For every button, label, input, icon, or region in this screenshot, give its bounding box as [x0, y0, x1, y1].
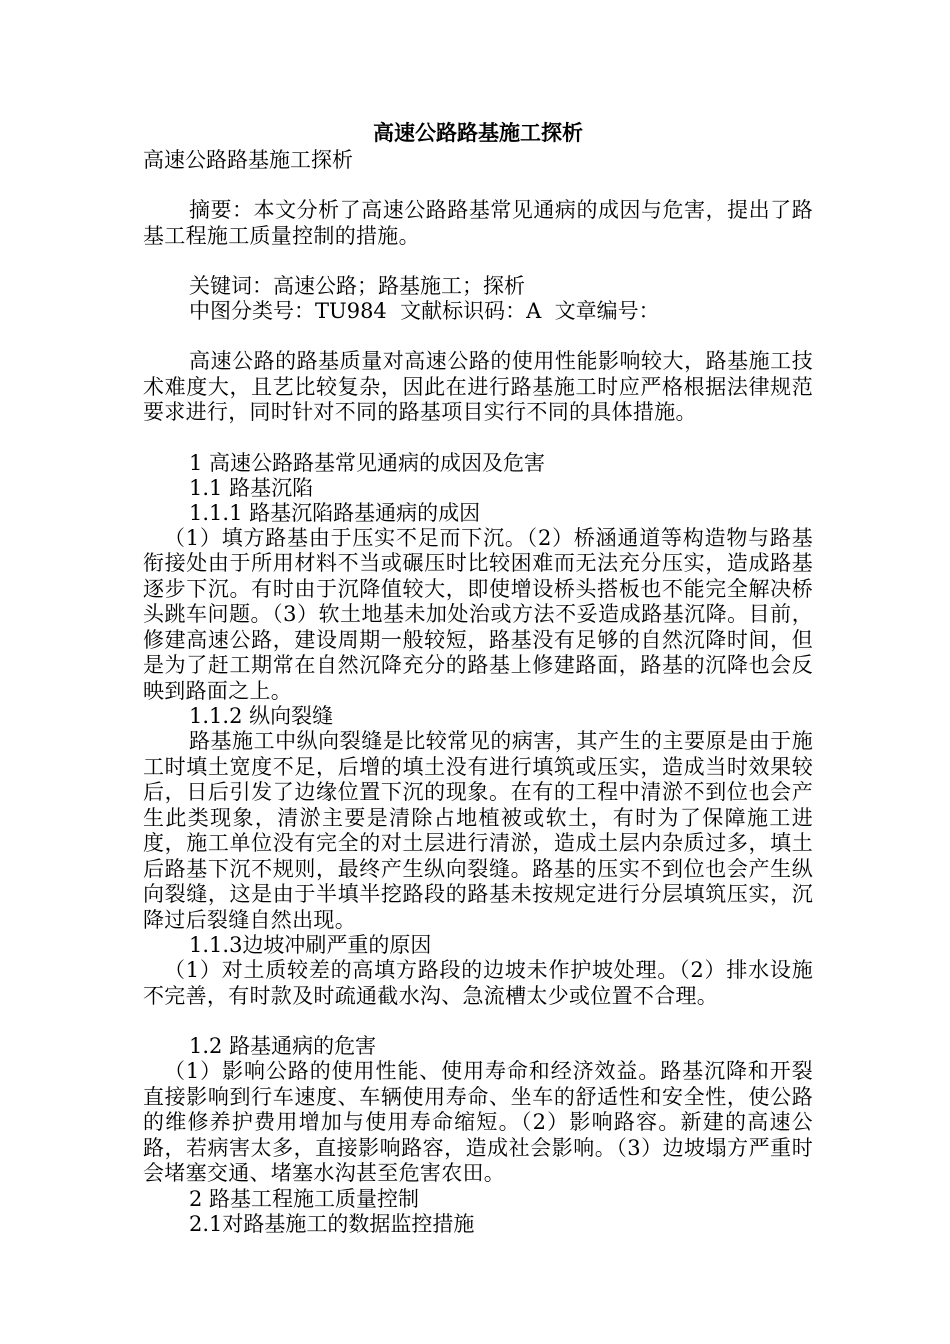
abstract-paragraph: 摘要：本文分析了高速公路路基常见通病的成因与危害，提出了路基工程施工质量控制的措施。: [143, 198, 813, 248]
section-heading-1: 1 高速公路路基常见通病的成因及危害: [189, 450, 546, 475]
section-heading-1-1: 1.1 路基沉陷: [189, 475, 314, 500]
document-subtitle: 高速公路路基施工探析: [143, 148, 353, 172]
body-paragraph-1-1-1: （1）填方路基由于压实不足而下沉。（2）桥涵通道等构造物与路基衔接处由于所用材料不当或碾压时比较困难而无法充分压实，造成路基逐步下沉。有时由于沉降值较大，即使增设桥头搭板也不能完全解决桥头跳车问题。（3）软土地基未加处治或方法不妥造成路基沉降。目前，修建高速公路，建设周期一般较短，路基没有足够的自然沉降时间，但是为了赶工期常在自然沉降充分的路基上修建路面，路基的沉降也会反映到路面之上。: [143, 525, 813, 703]
spacer: [143, 249, 813, 274]
keywords-line: 关键词：高速公路；路基施工；探析: [189, 274, 525, 298]
section-heading-1-2: 1.2 路基通病的危害: [189, 1034, 377, 1058]
document-title: 高速公路路基施工探析: [373, 120, 583, 145]
spacer: [143, 426, 813, 451]
spacer: [143, 173, 813, 198]
intro-paragraph: 高速公路的路基质量对高速公路的使用性能影响较大，路基施工技术难度大，且艺比较复杂，因此在进行路基施工时应严格根据法律规范要求进行，同时针对不同的路基项目实行不同的具体措施。: [143, 349, 813, 424]
classification-line: 中图分类号：TU984 文献标识码：A 文章编号：: [189, 299, 660, 323]
section-heading-1-1-1: 1.1.1 路基沉陷路基通病的成因: [189, 500, 481, 525]
body-paragraph-1-2: （1）影响公路的使用性能、使用寿命和经济效益。路基沉降和开裂直接影响到行车速度、车辆使用寿命、坐车的舒适性和安全性，使公路的维修养护费用增加与使用寿命缩短。（2）影响路容。新建的高速公路，若病害太多，直接影响路容，造成社会影响。（3）边坡塌方严重时会堵塞交通、堵塞水沟甚至危害农田。: [143, 1059, 813, 1185]
document-page: [143, 118, 813, 1237]
section-heading-2-1: 2.1对路基施工的数据监控措施: [189, 1211, 475, 1236]
body-paragraph-1-1-3: （1）对土质较差的高填方路段的边坡未作护坡处理。（2）排水设施不完善，有时款及时疏通截水沟、急流槽太少或位置不合理。: [143, 958, 813, 1008]
section-heading-2: 2 路基工程施工质量控制: [189, 1186, 420, 1211]
body-paragraph-1-1-2: 路基施工中纵向裂缝是比较常见的病害，其产生的主要原是由于施工时填土宽度不足，后增的填土没有进行填筑或压实，造成当时效果较后，日后引发了边缘位置下沉的现象。在有的工程中清淤不到位也会产生此类现象，清淤主要是清除占地植被或软土，有时为了保障施工进度，施工单位没有完全的对土层进行清淤，造成土层内杂质过多，填土后路基下沉不规则，最终产生纵向裂缝。路基的压实不到位也会产生纵向裂缝，这是由于半填半挖路段的路基未按规定进行分层填筑压实，沉降过后裂缝自然出现。: [143, 729, 813, 932]
spacer: [143, 1009, 813, 1034]
spacer: [143, 324, 813, 349]
section-heading-1-1-3: 1.1.3边坡冲刷严重的原因: [189, 933, 432, 957]
section-heading-1-1-2: 1.1.2 纵向裂缝: [189, 704, 334, 728]
